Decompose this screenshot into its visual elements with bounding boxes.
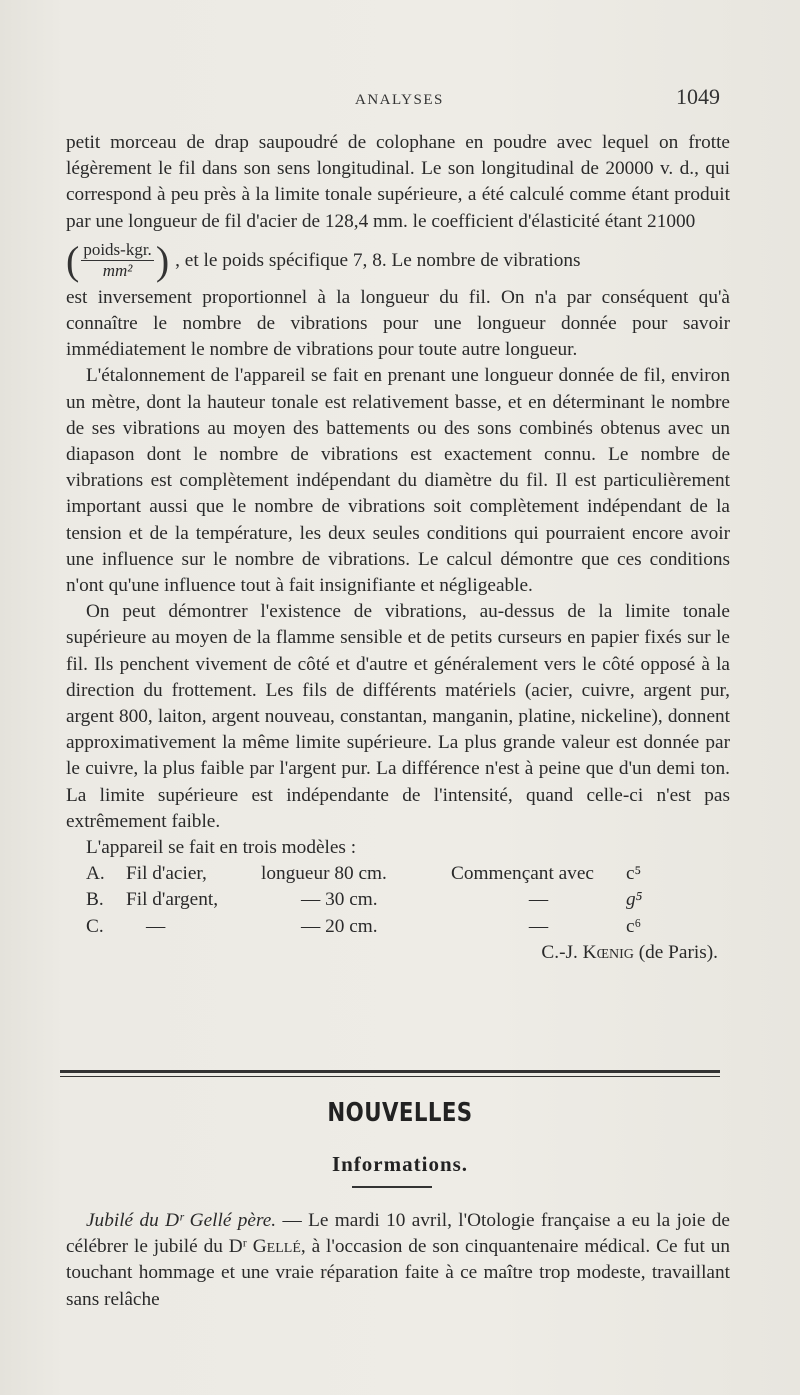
news-item-name: Gellé: [252, 1236, 301, 1258]
formula-line: [66, 237, 730, 285]
open-paren: (: [66, 237, 80, 283]
close-paren: ): [155, 237, 170, 283]
model-description: Fil d'argent,: [126, 889, 219, 911]
signature-name: Kœnig: [582, 941, 634, 963]
news-item: [66, 1208, 730, 1313]
model-description: —: [146, 915, 166, 937]
page-number: 1049: [676, 84, 720, 109]
model-letter: B.: [86, 889, 104, 911]
section-divider-thin: [60, 1076, 720, 1077]
model-start: —: [528, 915, 549, 937]
paragraph-2: L'étalonnement de l'appareil se fait en prenant une longueur donnée de fil, environ un mètre, dont la hauteur tonale est relativement basse, et en déterminant le nombre de ses vibrations au moyen des battements ou des sons combinés obtenus avec un diapason dont le nombre de vibrations est exactement connu. Le nombre de vibrations est complètement indépendant du diamètre du fil. Il est particulièrement important aussi que le nombre de vibrations soit complètement indépendant de la tension et de la température, les deux seules conditions qui pourraient encore avoir une influence sur le nombre de vibrations. Le calcul démontre que ces conditions n'ont qu'une influence tout à fait insignifiante et négligeable.: [66, 365, 730, 597]
model-letter: A.: [86, 863, 105, 885]
model-row: [66, 914, 730, 940]
running-head: ANALYSES: [355, 92, 444, 108]
news-item-text-1: — Le mardi 10 avril, l'Otologie française a eu la joie de célébrer le jubilé du Dʳ: [66, 1210, 730, 1258]
fraction-numerator: poids-kgr.: [83, 240, 152, 260]
models-table: [66, 861, 730, 940]
signature-place: (de Paris).: [633, 941, 718, 963]
formula-tail-text: , et le poids spécifique 7, 8. Le nombre de vibrations: [175, 249, 581, 271]
subsection-title: Informations.: [331, 1152, 469, 1176]
section-divider-thick: [60, 1070, 720, 1073]
fraction: [79, 240, 155, 281]
paragraph-4: L'appareil se fait en trois modèles :: [86, 837, 357, 859]
model-note: c⁶: [626, 915, 642, 937]
news-item-title: Jubilé du Dʳ Gellé père.: [86, 1210, 277, 1231]
subsection-rule: [352, 1186, 432, 1188]
model-row: [66, 861, 730, 887]
paragraph-1-continued: est inversement proportionnel à la longueur du fil. On n'a par conséquent qu'à connaître le nombre de vibrations pour une longueur donnée pour savoir immédiatement le nombre de vibrations pour toute autre longueur.: [66, 286, 730, 361]
model-letter: C.: [86, 915, 104, 937]
model-start: —: [528, 889, 549, 911]
news-body: [66, 1208, 730, 1313]
model-length: — 30 cm.: [301, 889, 378, 911]
fraction-denominator: mm²: [102, 261, 133, 281]
author-signature: [66, 940, 730, 966]
elasticity-unit-formula: [66, 237, 170, 283]
model-note: c⁵: [626, 863, 642, 885]
signature-initials: C.-J.: [541, 941, 583, 963]
model-length: longueur 80 cm.: [261, 863, 387, 885]
paragraph-1: petit morceau de drap saupoudré de colophane en poudre avec lequel on frotte légèrement le fil dans son sens longitudinal. Le son longitudinal de 20000 v. d., qui correspond à peu près à la limite tonale supérieure, a été calculé comme étant produit par une longueur de fil d'acier de 128,4 mm. le coefficient d'élasticité étant 21000: [66, 132, 730, 232]
model-row: [66, 887, 730, 913]
model-note: g⁵: [626, 889, 643, 911]
model-length: — 20 cm.: [301, 915, 378, 937]
model-start: Commençant avec: [451, 863, 594, 885]
news-item-text-2: , à l'occasion de son cinquantenaire médical. Ce fut un touchant hommage et une vraie réparation faite à ce maître trop modeste, travaillant sans relâche: [66, 1236, 730, 1310]
paragraph-3: On peut démontrer l'existence de vibrations, au-dessus de la limite tonale supérieure au moyen de la flamme sensible et de petits curseurs en papier fixés sur le fil. Ils penchent vivement de côté et d'autre et généralement vers le côté opposé à la direction du frottement. Les fils de différents matériels (acier, cuivre, argent pur, argent 800, laiton, argent nouveau, constantan, manganin, platine, nickeline), donnent approximativement la même limite supérieure. La plus grande valeur est donnée par le cuivre, la plus faible par l'argent pur. La différence n'est à peine que d'un demi ton. La limite supérieure est indépendante de l'intensité, quand celle-ci n'est pas extrêmement faible.: [66, 601, 730, 832]
article-body: [66, 130, 730, 966]
section-title: NOUVELLES: [327, 1098, 473, 1128]
model-description: Fil d'acier,: [126, 863, 207, 885]
